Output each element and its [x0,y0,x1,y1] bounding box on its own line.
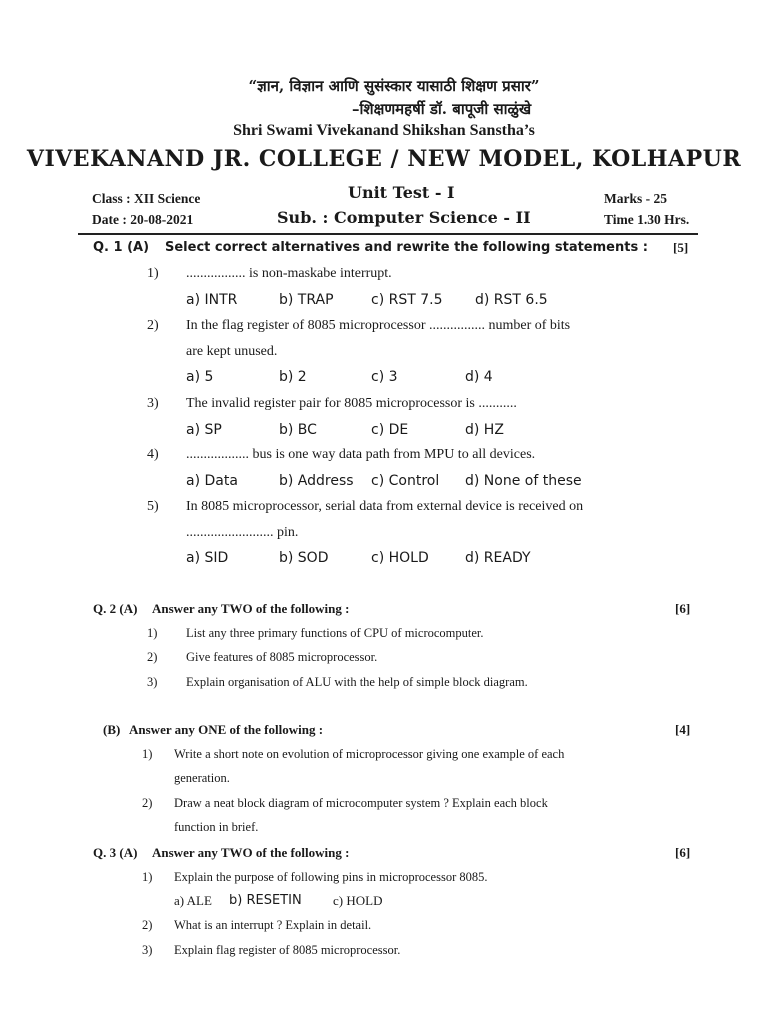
q2b-label: (B) [103,722,121,737]
subject-title: Sub. : Computer Science - II [277,208,531,227]
test-title: Unit Test - I [348,183,455,202]
q3a-label: Q. 3 (A) [93,845,138,860]
q2b-item-number: 2) [142,796,153,810]
time-label: Time 1.30 Hrs. [604,212,690,227]
header-divider [78,233,698,235]
q1-item-text: .................. bus is one way data path from MPU to all devices. [186,447,536,462]
q1-item-text: The invalid register pair for 8085 microprocessor is ........... [186,396,517,411]
motto-line-2: –शिक्षणमहर्षी डॉ. बापूजी साळुंखे [352,100,532,118]
q1-item-number: 5) [147,499,159,514]
q2b-item-text: Write a short note on evolution of microprocessor giving one example of each [174,747,565,761]
q2b-marks: [4] [675,722,691,737]
q3a-item-text: Explain flag register of 8085 microprocessor. [174,943,401,957]
q2a-item-number: 2) [147,650,158,664]
q1-item-text: In 8085 microprocessor, serial data from external device is received on [186,499,584,514]
q1-option: b) TRAP [279,292,334,308]
q1-option: a) SID [186,550,229,566]
date-label: Date : 20-08-2021 [92,212,194,227]
q1-option: a) SP [186,422,222,438]
q3a-item-number: 1) [142,870,153,884]
q3a-item-text: What is an interrupt ? Explain in detail. [174,918,372,932]
q1-label: Q. 1 (A) [93,240,150,255]
college-name: VIVEKANAND JR. COLLEGE / NEW MODEL, KOLHAPUR [26,146,742,172]
q2a-title: Answer any TWO of the following : [152,601,350,616]
q1-item-number: 4) [147,447,159,462]
q1-option: c) RST 7.5 [371,292,443,308]
q3a-title: Answer any TWO of the following : [152,845,350,860]
q2a-label: Q. 2 (A) [93,601,138,616]
q3a-option: b) RESETIN [229,893,302,908]
q1-title: Select correct alternatives and rewrite the following statements : [165,240,648,255]
q1-option: b) Address [279,473,354,489]
q1-option: c) HOLD [371,550,429,566]
q1-item-number: 3) [147,396,159,411]
q1-option: b) 2 [279,369,307,385]
q2b-item-number: 1) [142,747,153,761]
q1-option: c) Control [371,473,440,489]
q2a-item-number: 3) [147,675,158,689]
q3a-item-number: 3) [142,943,153,957]
q2a-item-text: Give features of 8085 microprocessor. [186,650,378,664]
q1-item-text: ................. is non-maskabe interrupt. [186,266,392,281]
class-label: Class : XII Science [92,191,201,206]
q1-item-text: are kept unused. [186,344,278,359]
q1-option: d) READY [465,550,531,566]
q2b-item-text: generation. [174,771,230,785]
marks-label: Marks - 25 [604,191,667,206]
q3a-marks: [6] [675,845,691,860]
q2a-item-number: 1) [147,626,158,640]
q2b-item-text: function in brief. [174,820,259,834]
q3a-option: c) HOLD [333,893,383,908]
q1-option: d) RST 6.5 [475,292,548,308]
q3a-item-text: Explain the purpose of following pins in microprocessor 8085. [174,870,488,884]
q1-option: c) 3 [371,369,398,385]
q1-option: d) None of these [465,473,582,489]
q3a-item-number: 2) [142,918,153,932]
q1-option: a) 5 [186,369,214,385]
q1-item-number: 2) [147,318,159,333]
motto-line-1: “ज्ञान, विज्ञान आणि सुसंस्कार यासाठी शिक्षण प्रसार” [248,77,540,95]
q3a-option: a) ALE [174,893,212,908]
q1-option: d) HZ [465,422,504,438]
q2a-marks: [6] [675,601,691,616]
q1-option: a) Data [186,473,238,489]
q2a-item-text: List any three primary functions of CPU of microcomputer. [186,626,484,640]
q2b-item-text: Draw a neat block diagram of microcomputer system ? Explain each block [174,796,548,810]
q2b-title: Answer any ONE of the following : [129,722,324,737]
sanstha-name: Shri Swami Vivekanand Shikshan Sanstha’s [233,122,535,139]
q1-option: b) SOD [279,550,329,566]
q1-option: a) INTR [186,292,238,308]
q1-option: c) DE [371,422,409,438]
q1-item-number: 1) [147,266,159,281]
q1-option: b) BC [279,422,317,438]
q1-item-text: In the flag register of 8085 microprocessor ................ number of bits [186,318,571,333]
q1-option: d) 4 [465,369,493,385]
q2a-item-text: Explain organisation of ALU with the help of simple block diagram. [186,675,528,689]
q1-marks: [5] [673,240,689,255]
q1-item-text: ......................... pin. [186,525,299,540]
